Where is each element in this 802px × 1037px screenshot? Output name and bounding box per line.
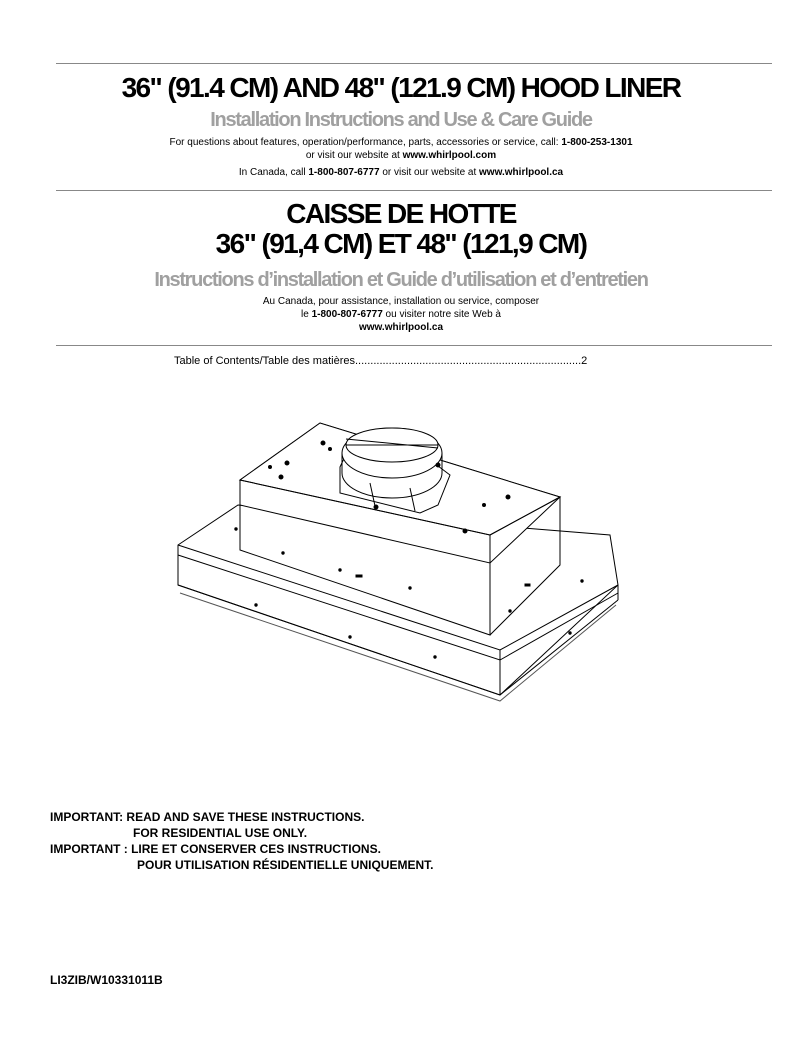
contact-fr-line3 [0, 321, 802, 334]
page-title-fr-line2: 36" (91,4 CM) ET 48" (121,9 CM) [215, 228, 587, 259]
top-rule [56, 63, 772, 64]
page-subtitle: Installation Instructions and Use & Care Guide [210, 109, 592, 131]
important-notice: IMPORTANT: READ AND SAVE THESE INSTRUCTIONS. FOR RESIDENTIAL USE ONLY. IMPORTANT : LIRE ET CONSERVER CES INSTRUCTIONS. POUR UTILISATION RÉSIDENTIELLE UNIQUEMENT. [50, 810, 434, 872]
phone-number-canada[interactable]: 1-800-807-6777 [308, 167, 380, 178]
website-link-us[interactable]: www.whirlpool.com [402, 150, 497, 161]
contact-en-website-line: or visit our website at www.whirlpool.com [305, 150, 497, 161]
toc-page-number: 2 [581, 355, 588, 367]
page-title: 36" (91.4 CM) AND 48" (121.9 CM) HOOD LINER [121, 72, 681, 103]
hood-liner-illustration [170, 405, 630, 705]
page-title-fr-line1: CAISSE DE HOTTE [286, 198, 516, 229]
contact-fr-line2: le 1-800-807-6777 ou visiter notre site Web à [301, 309, 501, 320]
document-number: LI3ZIB/W10331011B [50, 973, 163, 987]
bottom-rule [56, 345, 772, 346]
page-subtitle-fr: Instructions d’installation et Guide d’utilisation et d’entretien [154, 269, 648, 291]
contact-canada: In Canada, call 1-800-807-6777 or visit our website at www.whirlpool.ca [238, 167, 564, 178]
phone-number-canada-fr[interactable]: 1-800-807-6777 [311, 309, 383, 320]
website-link-canada[interactable]: www.whirlpool.ca [479, 167, 564, 178]
table-of-contents-entry[interactable]: Table of Contents/Table des matières..........................................................................2 [174, 355, 588, 367]
phone-number-us[interactable]: 1-800-253-1301 [561, 137, 633, 148]
website-link-canada-fr[interactable]: www.whirlpool.ca [358, 322, 444, 333]
contact-en: For questions about features, operation/performance, parts, accessories or service, call: 1-800-253-1301 [169, 137, 633, 148]
contact-fr-line1: Au Canada, pour assistance, installation ou service, composer [262, 296, 540, 307]
middle-rule [56, 190, 772, 191]
